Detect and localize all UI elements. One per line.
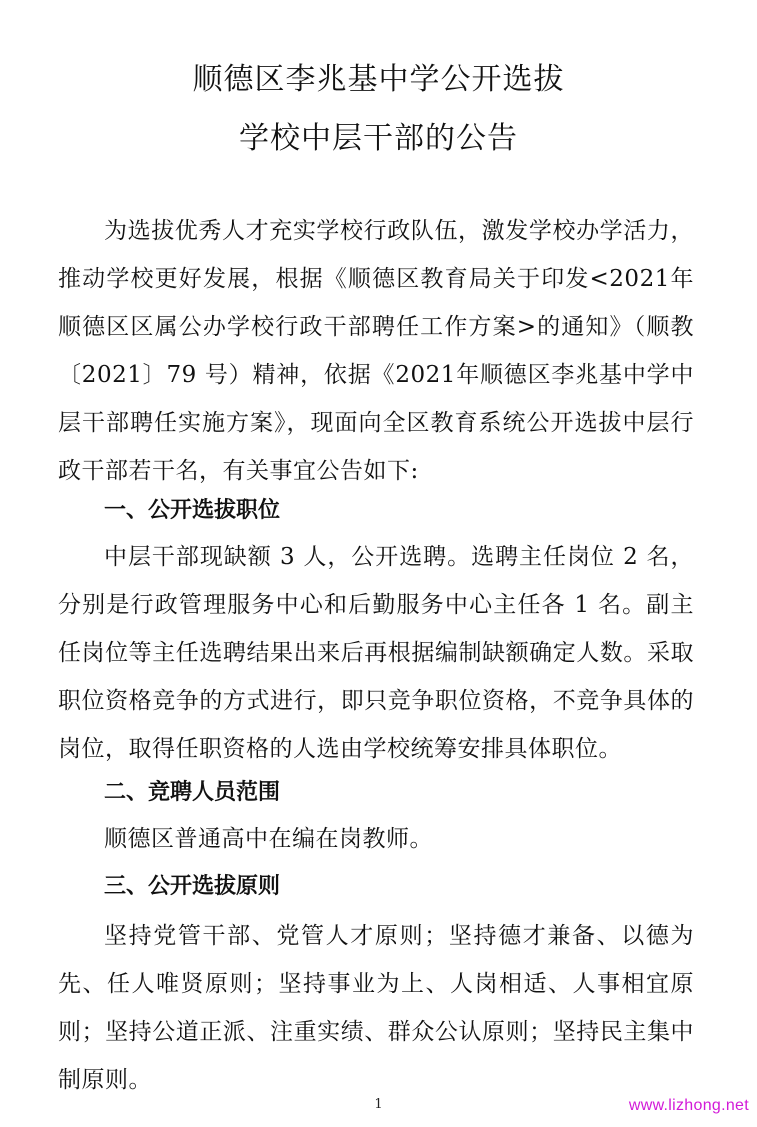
page-number: 1 [374,1097,383,1112]
section-heading-scope: 二、竞聘人员范围 [104,780,281,805]
section-heading-positions: 一、公开选拔职位 [104,498,281,523]
document-title-line-1: 顺德区李兆基中学公开选拔 [192,62,565,97]
section-text-principles: 坚持党管干部、党管人才原则；坚持德才兼备、以德为先、任人唯贤原则；坚持事业为上、人岗相适、人事相宜原则；坚持公道正派、注重实绩、群众公认原则；坚持民主集中制原则。 [58,923,694,1093]
document-title-line-2: 学校中层干部的公告 [239,121,518,156]
section-heading-principles: 三、公开选拔原则 [104,874,281,899]
site-watermark: www.lizhong.net [628,1097,749,1114]
section-text-positions: 中层干部现缺额 3 人，公开选聘。选聘主任岗位 2 名，分别是行政管理服务中心和后勤服务中心主任各 1 名。副主任岗位等主任选聘结果出来后再根据编制缺额确定人数。采取职位资格竞争的方式进行，即只竞争职位资格，不竞争具体的岗位，取得任职资格的人选由学校统筹安排具体职位。 [58,544,694,762]
intro-paragraph: 为选拔优秀人才充实学校行政队伍，激发学校办学活力，推动学校更好发展，根据《顺德区教育局关于印发<2021年顺德区区属公办学校行政干部聘任工作方案>的通知》（顺教〔2021〕79 号）精神，依据《2021年顺德区李兆基中学中层干部聘任实施方案》，现面向全区教育系统公开选拔中层行政干部若干名，有关事宜公告如下: [58,218,694,484]
section-text-scope: 顺德区普通高中在编在岗教师。 [104,826,433,852]
